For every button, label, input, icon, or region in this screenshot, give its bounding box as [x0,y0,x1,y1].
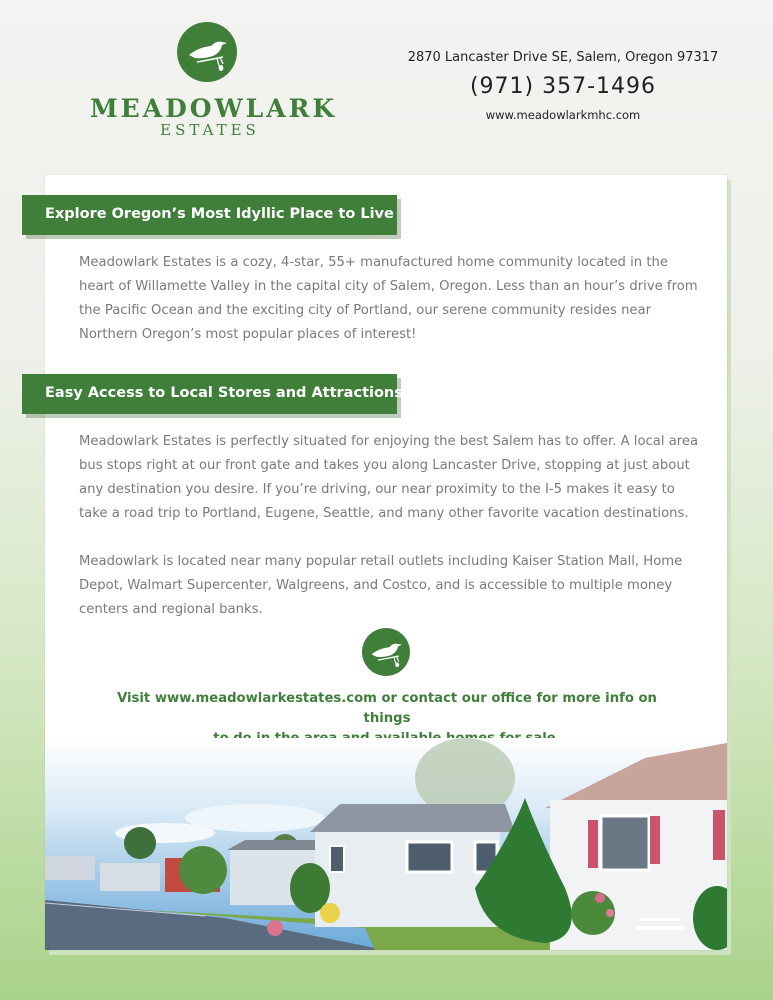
brand-subtitle: ESTATES [160,121,260,139]
cta-line-1: Visit www.meadowlarkestates.com or contact our office for more info on things [117,691,657,726]
section-paragraph: Meadowlark is located near many popular retail outlets including Kaiser Station Mall, Home Depot, Walmart Supercenter, Walgreens, and Costco, and is accessible to multiple money centers and regional banks. [79,554,683,617]
meadowlark-bird-icon [177,22,237,82]
section-heading-access: Easy Access to Local Stores and Attractions [22,374,397,414]
section-heading-explore: Explore Oregon’s Most Idyllic Place to Live [22,195,397,235]
brand-name: MEADOWLARK [90,94,338,123]
phone-number[interactable]: (971) 357-1496 [469,74,657,99]
section-paragraph: Meadowlark Estates is perfectly situated for enjoying the best Salem has to offer. A local area bus stops right at our front gate and takes you along Lancaster Drive, stopping at just about any destination you desire. If you’re driving, our near proximity to the I-5 makes it easy to take a road trip to Portland, Eugene, Seattle, and many other favorite vacation destinations. [79,434,699,521]
header [0,0,773,175]
website-link[interactable]: www.meadowlarkmhc.com [485,108,641,122]
community-photo [45,738,727,950]
section-paragraph: Meadowlark Estates is a cozy, 4-star, 55+ manufactured home community located in the heart of Willamette Valley in the capital city of Salem, Oregon. Less than an hour’s drive from the Pacific Ocean and the exciting city of Portland, our serene community resides near Northern Oregon’s most popular places of interest! [79,255,698,342]
meadowlark-bird-icon [362,628,410,676]
address: 2870 Lancaster Drive SE, Salem, Oregon 97317 [407,50,719,65]
